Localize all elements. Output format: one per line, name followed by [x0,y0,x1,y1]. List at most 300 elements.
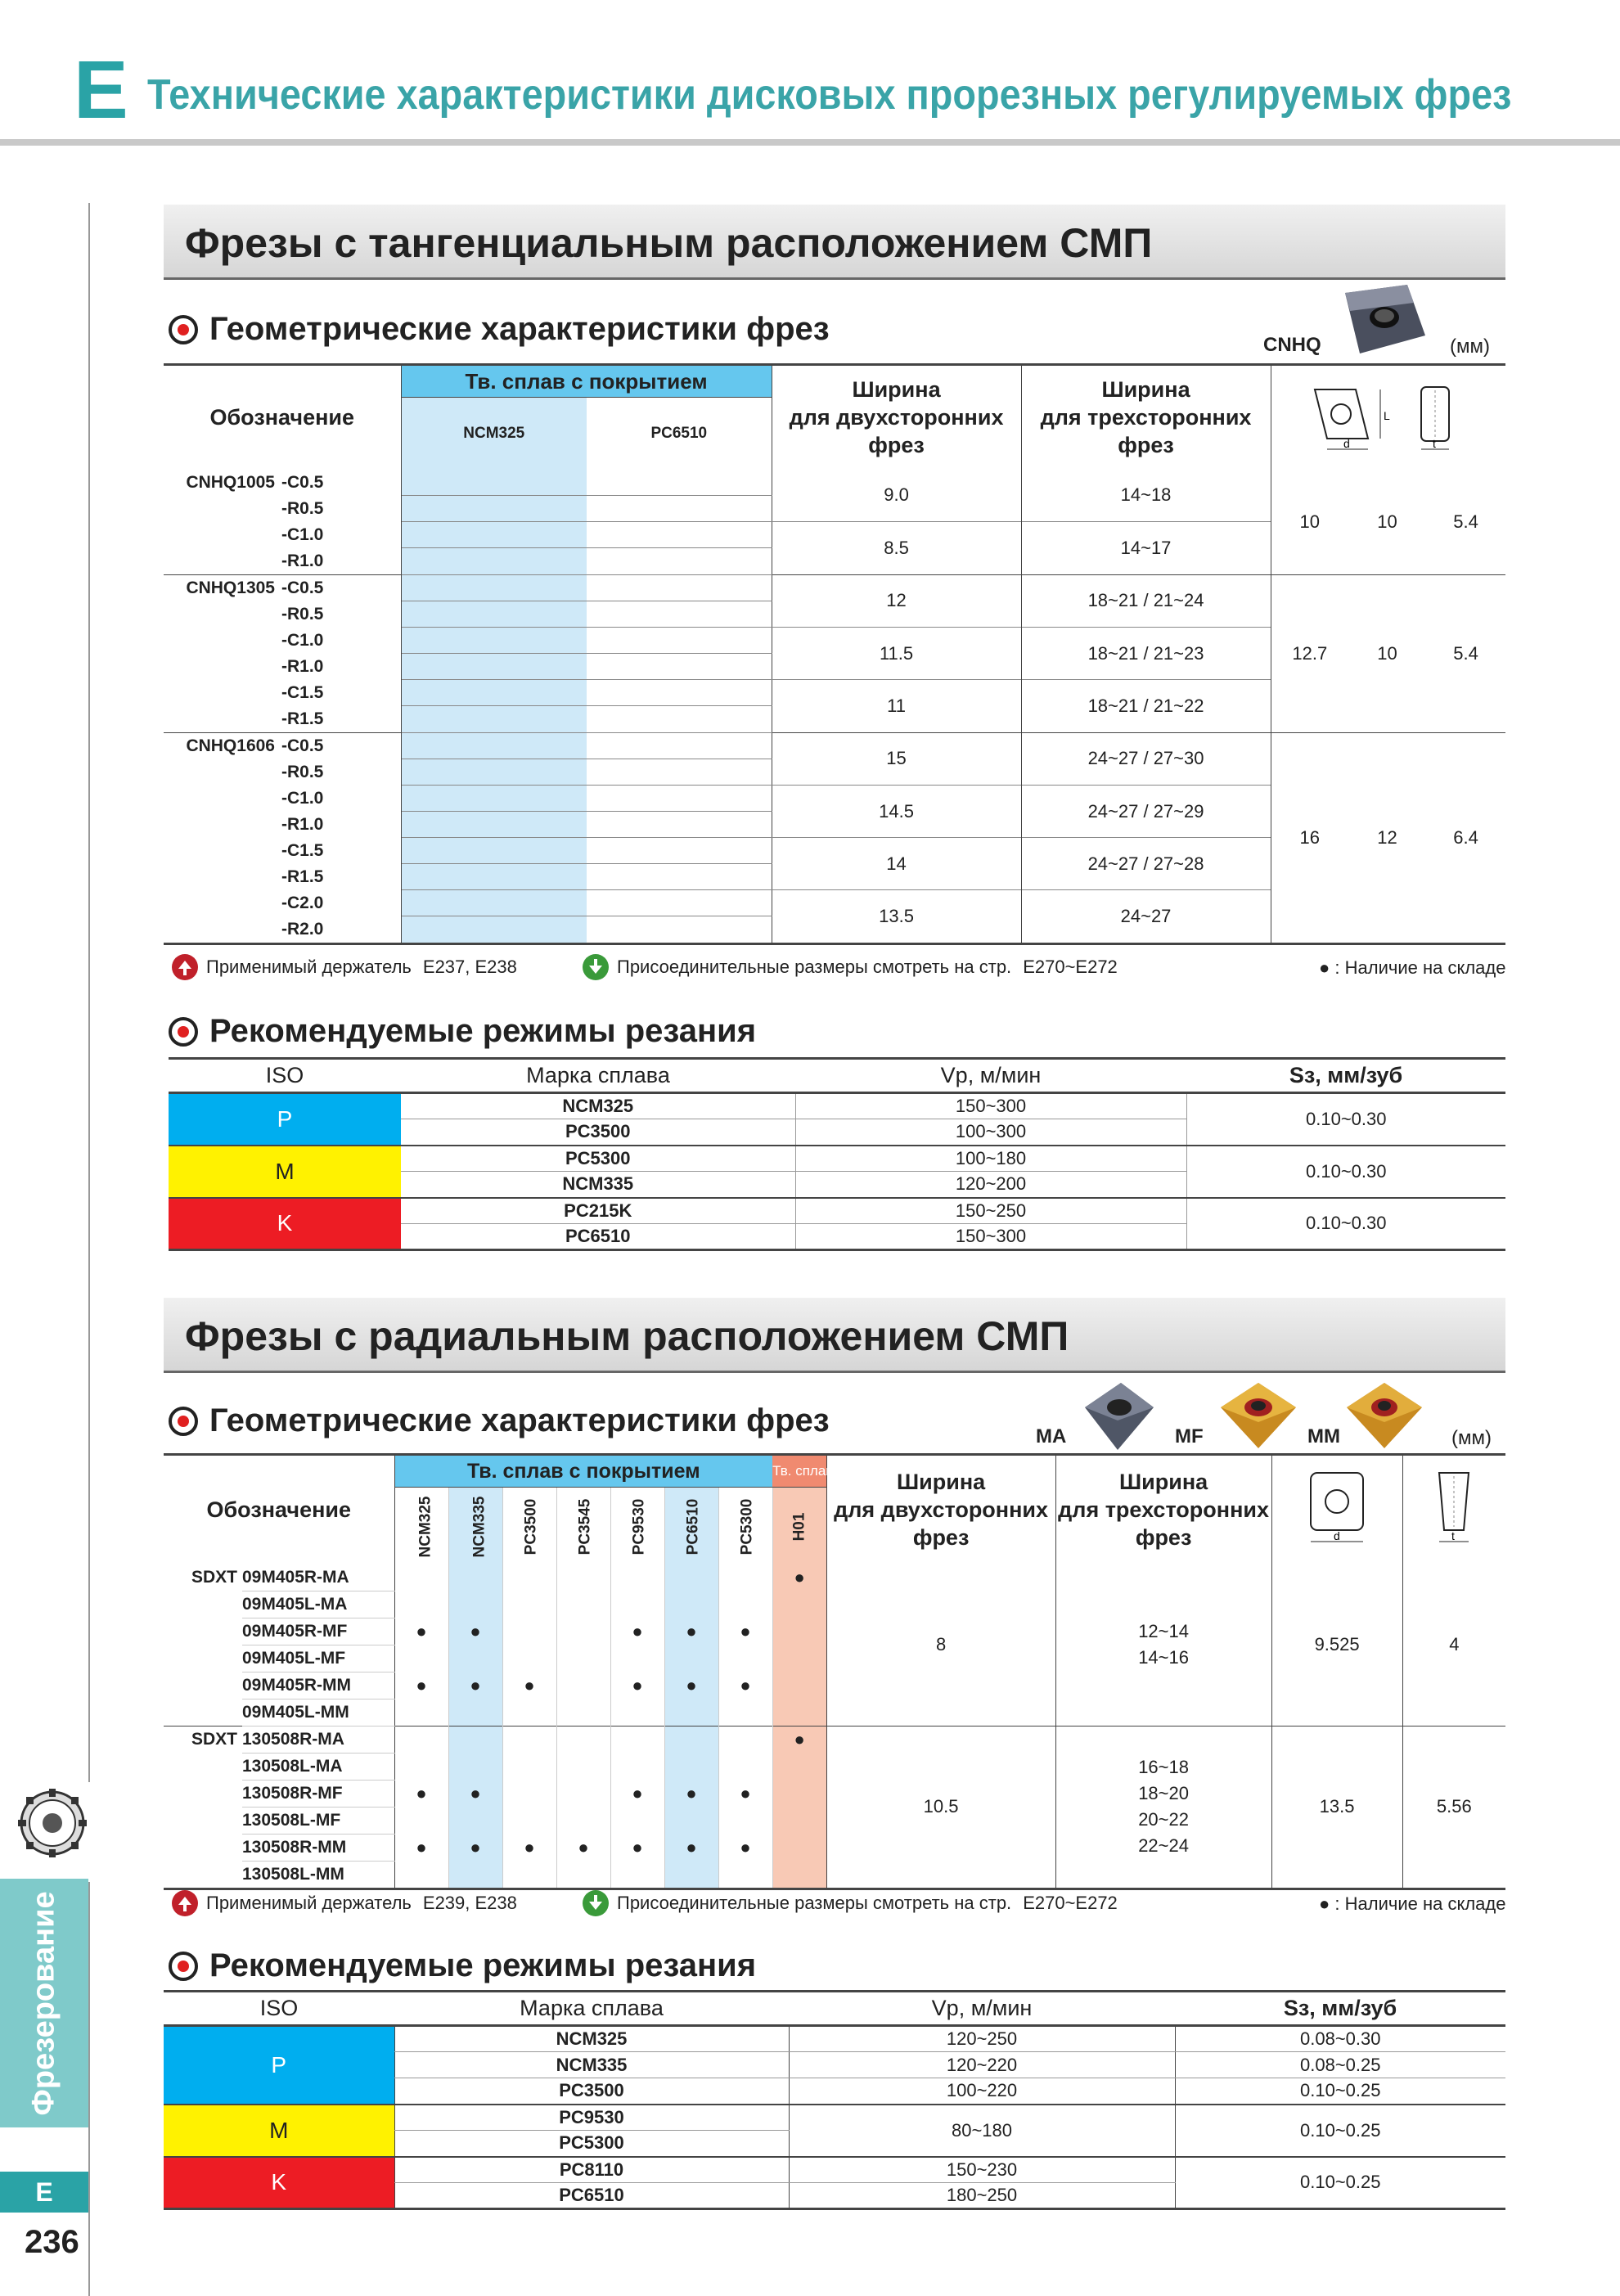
dim-t-label: t [1432,436,1436,450]
grade-cell: NCM335 [401,1172,795,1198]
width-three-sided [1055,1726,1271,1889]
designation-suffix: -R0.5 [278,601,401,628]
vc-header: Vр, м/мин [940,1063,1042,1087]
sdxt-t-diagram [1402,1455,1505,1564]
stock-cell-pc6510 [587,496,772,522]
stock-cell-ncm325 [401,574,587,601]
stock-cell-empty [448,1753,502,1780]
width-two-sided: 11 [772,680,1021,733]
stock-cell-pc6510 [587,838,772,864]
width2-header-l1: Ширина [852,377,941,403]
sz-cell: 0.10~0.25 [1300,2172,1381,2193]
dim-t: 5.4 [1453,511,1478,532]
vc-cell: 100~180 [795,1146,1186,1172]
section1-cut-title: Рекомендуемые режимы резания [209,1013,757,1049]
stock-cell-empty [556,1645,610,1672]
designation-prefix [164,864,278,890]
stock-cell-empty [556,1780,610,1807]
stock-cell-empty [664,1564,718,1591]
stock-cell-pc6510 [587,522,772,548]
dim-d: 9.525 [1271,1564,1402,1727]
stock-cell-empty [394,1699,448,1726]
stock-cell-ncm325 [401,706,587,733]
width2-header-l2: для двухсторонних [789,405,1004,430]
stock-cell-pc6510 [587,812,772,838]
stock-cell-empty [502,1726,556,1753]
width-two-sided: 10.5 [826,1726,1055,1889]
width3-header-l2-2: для трехсторонних [1058,1497,1270,1523]
stock-cell-pc6510 [587,548,772,575]
width-three-sided-value: 14~16 [1138,1647,1189,1668]
connect-icon [581,1889,610,1918]
cnhq-dimension-diagram [1271,365,1505,470]
stock-mark: ● [718,1672,772,1699]
stock-cell-pc6510 [587,786,772,812]
designation-code: 130508R-MA [242,1726,394,1753]
stock-cell-empty [664,1591,718,1618]
section2-unit: (мм) [1451,1427,1492,1449]
grade-cell: NCM325 [401,1093,795,1119]
designation-code: 130508R-MF [242,1780,394,1807]
section2-note-connect [581,1889,1118,1918]
stock-cell-pc6510 [587,601,772,628]
designation-suffix: -R1.5 [278,706,401,733]
stock-cell-empty [556,1672,610,1699]
designation-suffix: -C1.0 [278,786,401,812]
grade-cell: NCM335 [394,2052,789,2078]
stock-mark: ● [394,1618,448,1645]
stock-cell-empty [610,1807,664,1834]
designation-prefix [164,522,278,548]
stock-cell-empty [772,1591,826,1618]
stock-cell-ncm325 [401,864,587,890]
note-connect-label-2: Присоединительные размеры смотреть на стр. [617,1893,1012,1913]
width3-header-l3: фрез [1118,433,1174,458]
designation-prefix [164,1834,242,1861]
designation-code: 09M405L-MA [242,1591,394,1618]
stock-mark: ● [502,1834,556,1861]
bullet-icon [169,315,198,344]
stock-mark: ● [610,1618,664,1645]
designation-prefix [164,759,278,786]
note-connect-label: Присоединительные размеры смотреть на стр. [617,957,1012,977]
section2-cut-title: Рекомендуемые режимы резания [209,1947,757,1983]
designation-prefix [164,548,278,575]
grade-column-label: NCM325 [416,1496,434,1558]
bullet-icon [169,1407,198,1436]
stock-cell-pc6510 [587,759,772,786]
designation-suffix: -R1.0 [278,812,401,838]
stock-cell-empty [718,1807,772,1834]
section2-geometry-table [164,1453,1505,1890]
stock-cell-empty [394,1591,448,1618]
stock-cell-ncm325 [401,759,587,786]
designation-suffix: -C0.5 [278,574,401,601]
stock-cell-empty [394,1861,448,1889]
stock-cell-empty [502,1780,556,1807]
stock-cell-empty [772,1672,826,1699]
stock-mark: ● [718,1618,772,1645]
stock-cell-empty [502,1645,556,1672]
stock-cell-empty [610,1861,664,1889]
designation-prefix [164,628,278,654]
section1-geom-title: Геометрические характеристики фрез [209,311,830,347]
stock-mark: ● [448,1834,502,1861]
geometry-row [164,574,1505,601]
stock-cell-empty [394,1645,448,1672]
section2-geom-heading [169,1402,830,1439]
designation-prefix [164,1861,242,1889]
page-number: 236 [25,2224,79,2260]
section1-cut-heading [169,1013,756,1050]
designation-header: Обозначение [164,365,401,470]
stock-cell-ncm325 [401,601,587,628]
designation-suffix: -R2.0 [278,916,401,944]
section2-geom-title: Геометрические характеристики фрез [209,1402,830,1438]
stock-cell-ncm325 [401,812,587,838]
stock-cell-pc6510 [587,706,772,733]
stock-mark: ● [664,1780,718,1807]
width3-header-l1: Ширина [1101,377,1190,403]
sdxt-d-diagram [1271,1455,1402,1564]
width2-header-l3-2: фрез [912,1525,970,1551]
stock-cell-empty [664,1753,718,1780]
stock-cell-ncm325 [401,522,587,548]
designation-prefix: CNHQ1305 [164,574,278,601]
width2-header-l1-2: Ширина [897,1470,986,1495]
grade-cell: PC3500 [401,1119,795,1146]
stock-cell-empty [664,1699,718,1726]
stock-cell-empty [556,1861,610,1889]
iso-header-2: ISO [259,1996,299,2020]
dim-L-label: L [1383,408,1390,422]
stock-cell-empty [718,1591,772,1618]
designation-code: 09M405R-MF [242,1618,394,1645]
stock-cell-empty [448,1861,502,1889]
stock-mark: ● [664,1834,718,1861]
sz-cell: 0.10~0.25 [1175,2078,1505,2105]
designation-suffix: -R1.0 [278,654,401,680]
designation-code: 130508L-MF [242,1807,394,1834]
designation-prefix [164,838,278,864]
stock-cell-empty [772,1834,826,1861]
side-rule [88,203,90,1782]
section1-unit: (мм) [1450,335,1490,358]
section1-note-holder [170,952,517,982]
connect-icon [581,952,610,982]
dim-t: 6.4 [1426,732,1505,943]
geometry-row [164,470,1505,496]
vc-cell: 180~250 [789,2183,1175,2209]
grade-cell: PC5300 [401,1146,795,1172]
dim-d: 16 [1271,732,1348,943]
side-tab-letter: E [0,2172,88,2213]
stock-mark: ● [448,1780,502,1807]
vc-header-2: Vр, м/мин [931,1996,1033,2020]
vc-cell: 80~180 [789,2105,1175,2157]
note-holder-pages: E237, E238 [422,957,517,977]
section1-geometry-table [164,363,1505,945]
stock-cell-ncm325 [401,654,587,680]
stock-mark: ● [556,1834,610,1861]
stock-cell-ncm325 [401,680,587,706]
section1-cutting-table [169,1057,1505,1251]
designation-suffix: -R0.5 [278,759,401,786]
width-two-sided: 8 [826,1564,1055,1727]
insert-label-cnhq: CNHQ [1263,334,1321,356]
stock-cell-pc6510 [587,654,772,680]
stock-cell-empty [394,1726,448,1753]
stock-mark: ● [718,1834,772,1861]
stock-cell-pc6510 [587,574,772,601]
width3-header-l1-2: Ширина [1119,1470,1208,1495]
width-two-sided: 8.5 [772,522,1021,575]
width-three-sided-value: 20~22 [1138,1809,1189,1830]
note-connect-pages: E270~E272 [1023,957,1118,977]
designation-prefix [164,1780,242,1807]
designation-code: 09M405R-MM [242,1672,394,1699]
stock-mark: ● [394,1834,448,1861]
stock-cell-empty [556,1591,610,1618]
section1-geom-heading [169,311,830,348]
stock-cell-empty [448,1807,502,1834]
width-two-sided: 15 [772,732,1021,786]
designation-prefix [164,812,278,838]
width-three-sided-value: 22~24 [1138,1835,1189,1856]
sz-cell: 0.10~0.30 [1306,1108,1387,1129]
stock-cell-ncm325 [401,916,587,944]
sz-cell: 0.08~0.30 [1175,2026,1505,2052]
stock-mark: ● [664,1618,718,1645]
vc-cell: 150~300 [795,1224,1186,1250]
holder-icon [170,952,200,982]
cutting-row [169,1146,1505,1172]
grade-column-pc6510 [664,1488,718,1564]
grade-column-pc3545 [556,1488,610,1564]
note-holder-pages-2: E239, E238 [422,1893,517,1913]
grade-column-label: PC3500 [521,1498,539,1555]
stock-cell-ncm325 [401,732,587,759]
width-two-sided: 9.0 [772,470,1021,522]
sz-cell: 0.10~0.25 [1300,2119,1381,2141]
stock-cell-empty [664,1645,718,1672]
stock-mark: ● [448,1672,502,1699]
grade-column-ncm335 [448,1488,502,1564]
sz-header: Sз, мм/зуб [1289,1063,1403,1087]
designation-prefix [164,680,278,706]
grade-column-label: H01 [790,1512,808,1542]
width-three-sided: 18~21 / 21~24 [1021,574,1271,628]
dim-L: 12 [1348,732,1426,943]
grade-cell: PC215K [401,1198,795,1224]
stock-cell-empty [448,1699,502,1726]
stock-cell-ncm325 [401,890,587,916]
designation-code: 130508L-MM [242,1861,394,1889]
stock-cell-pc6510 [587,864,772,890]
uncoated-header: Тв. сплав [772,1455,826,1488]
stock-cell-empty [502,1699,556,1726]
ma-insert-icon [1069,1375,1167,1456]
width-two-sided: 11.5 [772,628,1021,680]
stock-cell-empty [610,1591,664,1618]
designation-prefix: CNHQ1005 [186,472,275,492]
designation-prefix [164,890,278,916]
designation-prefix [164,1645,242,1672]
width-three-sided: 24~27 [1021,890,1271,944]
designation-code: 130508R-MM [242,1834,394,1861]
designation-prefix [164,1753,242,1780]
designation-prefix [164,706,278,733]
stock-cell-empty [556,1753,610,1780]
width-three-sided-value: 16~18 [1138,1757,1189,1777]
stock-cell-empty [772,1807,826,1834]
designation-prefix [164,1591,242,1618]
stock-cell-empty [772,1780,826,1807]
stock-cell-empty [718,1861,772,1889]
stock-cell-empty [718,1699,772,1726]
width-three-sided: 14~18 [1021,470,1271,522]
designation-code: 09M405L-MF [242,1645,394,1672]
stock-cell-empty [610,1753,664,1780]
bullet-icon [169,1017,198,1047]
sz-cell: 0.10~0.30 [1306,1213,1387,1234]
stock-cell-empty [502,1618,556,1645]
designation-code: 09M405L-MM [242,1699,394,1726]
side-rule-bottom [88,1882,90,2296]
dim-d: 13.5 [1271,1726,1402,1889]
designation-suffix: -C1.0 [278,522,401,548]
insert-label-ma: MA [1036,1425,1067,1447]
stock-cell-ncm325 [401,470,587,496]
dim-t: 5.56 [1402,1726,1505,1889]
stock-cell-empty [664,1726,718,1753]
stock-cell-empty [610,1699,664,1726]
designation-prefix [164,654,278,680]
cnhq-insert-icon [1329,278,1432,360]
insert-label-mf: MF [1175,1425,1204,1447]
width-two-sided: 12 [772,574,1021,628]
width-three-sided: 24~27 / 27~30 [1021,732,1271,786]
dim-L: 10 [1377,511,1397,532]
vc-cell: 100~220 [789,2078,1175,2105]
insert-label-mm: MM [1307,1425,1340,1447]
bullet-icon [169,1952,198,1981]
coated-header-2: Тв. сплав с покрытием [394,1455,772,1488]
section1-title: Фрезы с тангенциальным расположением СМП [185,220,1153,266]
dim-t: 5.4 [1426,574,1505,732]
designation-suffix: -C1.5 [278,838,401,864]
dim-t-label-2: t [1451,1528,1456,1542]
stock-cell-empty [502,1861,556,1889]
stock-cell-empty [718,1726,772,1753]
holder-icon [170,1889,200,1918]
section2-cutting-table [164,1990,1505,2210]
designation-suffix: -R0.5 [278,496,401,522]
section2-note-stock: ● : Наличие на складе [1319,1893,1506,1914]
stock-cell-empty [556,1807,610,1834]
grade-cell: PC5300 [394,2131,789,2157]
dim-L: 10 [1348,574,1426,732]
stock-cell-pc6510 [587,628,772,654]
stock-cell-empty [772,1699,826,1726]
designation-code: 09M405R-MA [242,1564,394,1591]
grade-cell: NCM325 [394,2026,789,2052]
iso-cell-m: M [169,1146,401,1198]
stock-cell-ncm325 [401,548,587,575]
stock-cell-empty [556,1564,610,1591]
stock-cell-pc6510 [587,680,772,706]
designation-suffix: -C0.5 [278,732,401,759]
stock-cell-empty [610,1564,664,1591]
stock-mark: ● [664,1672,718,1699]
iso-cell-p: P [164,2026,394,2105]
width-two-sided: 13.5 [772,890,1021,944]
section1-note-stock: ● : Наличие на складе [1319,957,1506,978]
grade-column-label: NCM335 [470,1496,488,1558]
section2-cut-heading [169,1947,756,1984]
sz-header-2: Sз, мм/зуб [1283,1996,1397,2020]
vc-cell: 120~200 [795,1172,1186,1198]
section1-note-connect [581,952,1118,982]
sz-cell: 0.10~0.30 [1306,1160,1387,1182]
stock-cell-empty [394,1564,448,1591]
width-three-sided: 24~27 / 27~29 [1021,786,1271,838]
stock-mark: ● [772,1564,826,1591]
grade-column-label: PC6510 [683,1498,701,1555]
designation-suffix: -R1.5 [278,864,401,890]
width2-header-l2-2: для двухсторонних [834,1497,1049,1523]
grade-cell: PC6510 [394,2183,789,2209]
stock-cell-empty [394,1807,448,1834]
grade-column-label: PC9530 [629,1498,647,1555]
stock-mark: ● [718,1780,772,1807]
grade-header-2: Марка сплава [520,1996,664,2020]
section2-note-holder [170,1889,517,1918]
dim-d-label: d [1343,436,1350,450]
stock-cell-empty [448,1726,502,1753]
iso-cell-m: M [164,2105,394,2157]
width-three-sided: 24~27 / 27~28 [1021,838,1271,890]
grade-header-pc6510: PC6510 [587,398,772,470]
dim-d: 12.7 [1271,574,1348,732]
iso-cell-k: K [164,2157,394,2209]
designation-suffix: -C1.0 [278,628,401,654]
designation-suffix: -C2.0 [278,890,401,916]
stock-cell-empty [502,1753,556,1780]
section2-title: Фрезы с радиальным расположением СМП [185,1313,1069,1359]
stock-cell-empty [718,1564,772,1591]
width-three-sided [1055,1564,1271,1727]
width-three-sided-value: 18~20 [1138,1783,1189,1803]
stock-cell-empty [448,1591,502,1618]
width3-header-l2: для трехсторонних [1040,405,1252,430]
width-two-sided: 14 [772,838,1021,890]
width-three-sided: 18~21 / 21~22 [1021,680,1271,733]
stock-cell-empty [772,1753,826,1780]
width3-header-l3-2: фрез [1135,1525,1192,1551]
designation-prefix: CNHQ1606 [164,732,278,759]
stock-cell-empty [718,1645,772,1672]
designation-prefix [164,786,278,812]
stock-mark: ● [502,1672,556,1699]
stock-cell-empty [610,1726,664,1753]
stock-cell-empty [502,1591,556,1618]
stock-cell-empty [772,1645,826,1672]
iso-header: ISO [265,1063,304,1087]
designation-prefix [164,1618,242,1645]
designation-prefix [164,1672,242,1699]
milling-cutter-icon [18,1789,87,1857]
